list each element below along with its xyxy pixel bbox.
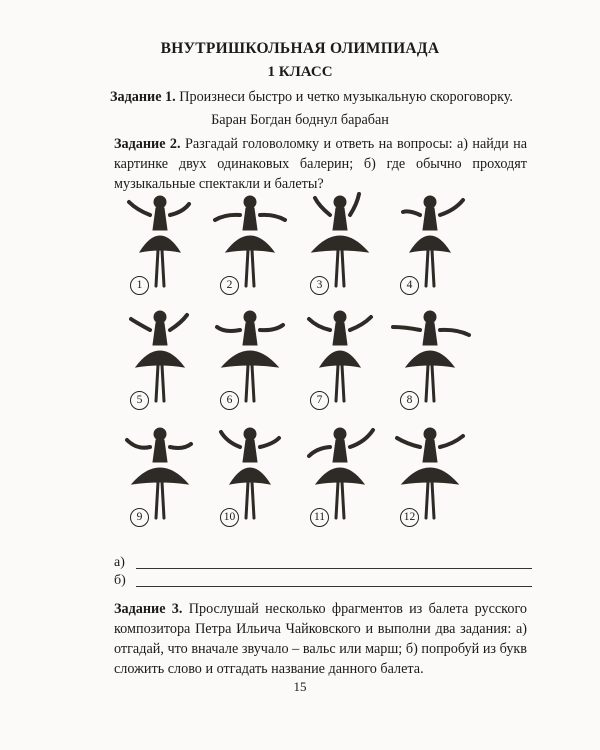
ballerina-5[interactable] xyxy=(115,305,205,415)
ballerina-number-10: 10 xyxy=(220,508,239,527)
task-1-text: Произнеси быстро и четко музыкальную скороговорку. xyxy=(179,89,513,105)
ballerina-11[interactable] xyxy=(295,422,385,532)
page-title: ВНУТРИШКОЛЬНАЯ ОЛИМПИАДА xyxy=(160,40,440,57)
ballerina-silhouette-icon xyxy=(295,190,385,300)
answer-b-line[interactable] xyxy=(114,573,534,589)
ballerina-silhouette-icon xyxy=(385,305,475,415)
task-2-text: Разгадай головоломку и ответь на вопросы: а) найди на картинке двух одинаковых балерин; б) где обычно проходят музыкальные спектакли и балеты? xyxy=(114,136,528,192)
answer-a-rule xyxy=(136,568,532,569)
ballerina-number-1: 1 xyxy=(130,276,149,295)
task-3-label: Задание 3. xyxy=(114,601,183,617)
task-3 xyxy=(114,599,527,679)
ballerina-number-12: 12 xyxy=(400,508,419,527)
ballerina-number-6: 6 xyxy=(220,391,239,410)
task-3-text: Прослушай несколько фрагментов из балета русского композитора Петра Ильича Чайковского и выполни два задания: а) отгадай, что вначале звучало – вальс или марш; б) попробуй из букв сложить слово и отгадать название данного балета. xyxy=(114,601,528,677)
ballerina-2[interactable] xyxy=(205,190,295,300)
ballerina-number-2: 2 xyxy=(220,276,239,295)
answer-b-label: б) xyxy=(114,573,126,588)
ballerina-9[interactable] xyxy=(115,422,205,532)
ballerina-12[interactable] xyxy=(385,422,475,532)
ballerina-silhouette-icon xyxy=(205,422,295,532)
ballerina-silhouette-icon xyxy=(385,422,475,532)
grade-heading: 1 КЛАСС xyxy=(267,64,333,80)
task-2-label: Задание 2. xyxy=(114,136,181,152)
ballerina-silhouette-icon xyxy=(385,190,475,300)
ballerina-8[interactable] xyxy=(385,305,475,415)
answer-a-line[interactable] xyxy=(114,555,534,571)
ballerina-6[interactable] xyxy=(205,305,295,415)
ballerina-number-4: 4 xyxy=(400,276,419,295)
task-1 xyxy=(110,87,550,107)
ballerina-number-7: 7 xyxy=(310,391,329,410)
ballerina-silhouette-icon xyxy=(295,305,385,415)
ballerina-silhouette-icon xyxy=(115,422,205,532)
ballerina-number-9: 9 xyxy=(130,508,149,527)
tongue-twister: Баран Богдан боднул барабан xyxy=(211,112,389,128)
task-2 xyxy=(114,134,527,194)
ballerina-silhouette-icon xyxy=(115,190,205,300)
page-number: 15 xyxy=(293,679,307,694)
answer-a-label: а) xyxy=(114,555,125,570)
task-1-label: Задание 1. xyxy=(110,89,176,105)
ballerina-number-11: 11 xyxy=(310,508,329,527)
ballerina-silhouette-icon xyxy=(205,305,295,415)
answer-b-rule xyxy=(136,586,532,587)
ballerina-10[interactable] xyxy=(205,422,295,532)
ballerina-1[interactable] xyxy=(115,190,205,300)
ballerina-number-3: 3 xyxy=(310,276,329,295)
ballerina-silhouette-icon xyxy=(115,305,205,415)
ballerina-3[interactable] xyxy=(295,190,385,300)
ballerina-4[interactable] xyxy=(385,190,475,300)
ballerina-number-8: 8 xyxy=(400,391,419,410)
ballerina-7[interactable] xyxy=(295,305,385,415)
ballerina-number-5: 5 xyxy=(130,391,149,410)
ballerina-silhouette-icon xyxy=(295,422,385,532)
ballerina-silhouette-icon xyxy=(205,190,295,300)
